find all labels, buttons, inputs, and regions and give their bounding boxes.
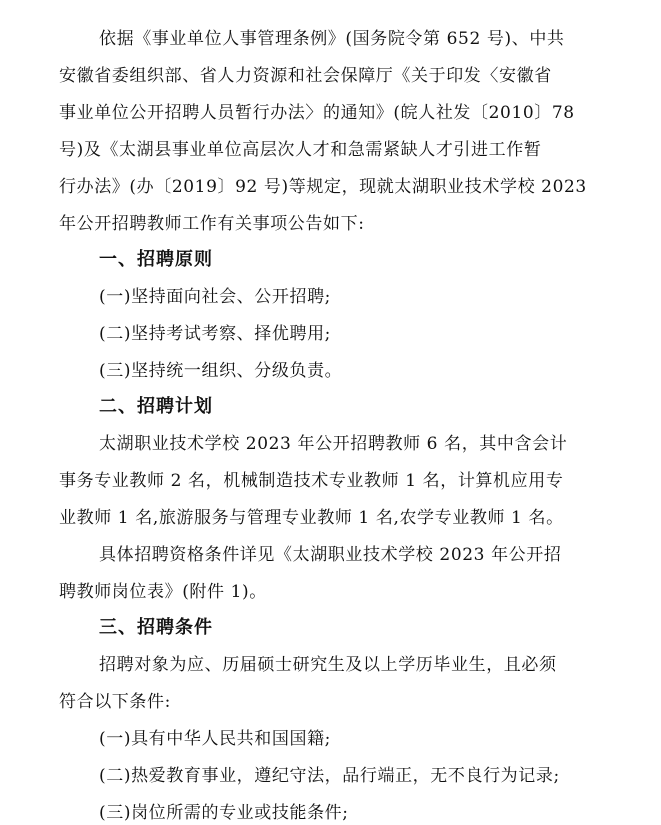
list-item: (三)岗位所需的专业或技能条件; [99,803,349,823]
section-heading: 一、招聘原则 [99,249,213,270]
list-item: (一)坚持面向社会、公开招聘; [99,287,331,307]
list-item: (三)坚持统一组织、分级负责。 [99,361,343,381]
paragraph-line: 符合以下条件: [59,692,171,712]
intro-line: 安徽省委组织部、省人力资源和社会保障厅《关于印发〈安徽省 [59,66,552,86]
paragraph-line: 具体招聘资格条件详见《太湖职业技术学校 2023 年公开招 [99,545,562,565]
intro-line: 年公开招聘教师工作有关事项公告如下: [59,214,365,234]
list-item: (二)热爱教育事业，遵纪守法，品行端正，无不良行为记录; [99,766,560,786]
section-heading: 二、招聘计划 [99,396,213,417]
paragraph-line: 聘教师岗位表》(附件 1)。 [59,582,267,602]
section-heading: 三、招聘条件 [99,617,213,638]
paragraph-line: 业教师 1 名,旅游服务与管理专业教师 1 名,农学专业教师 1 名。 [59,508,564,528]
paragraph-line: 招聘对象为应、历届硕士研究生及以上学历毕业生，且必须 [99,655,557,675]
paragraph-line: 太湖职业技术学校 2023 年公开招聘教师 6 名，其中含会计 [99,434,568,454]
list-item: (二)坚持考试考察、择优聘用; [99,324,331,344]
list-item: (一)具有中华人民共和国国籍; [99,729,331,749]
intro-line: 事业单位公开招聘人员暂行办法〉的通知》(皖人社发〔2010〕78 [59,103,575,123]
intro-line: 依据《事业单位人事管理条例》(国务院令第 652 号)、中共 [99,29,565,49]
intro-line: 行办法》(办〔2019〕92 号)等规定，现就太湖职业技术学校 2023 [59,177,587,197]
intro-line: 号)及《太湖县事业单位高层次人才和急需紧缺人才引进工作暂 [59,140,542,160]
paragraph-line: 事务专业教师 2 名，机械制造技术专业教师 1 名，计算机应用专 [59,471,564,491]
